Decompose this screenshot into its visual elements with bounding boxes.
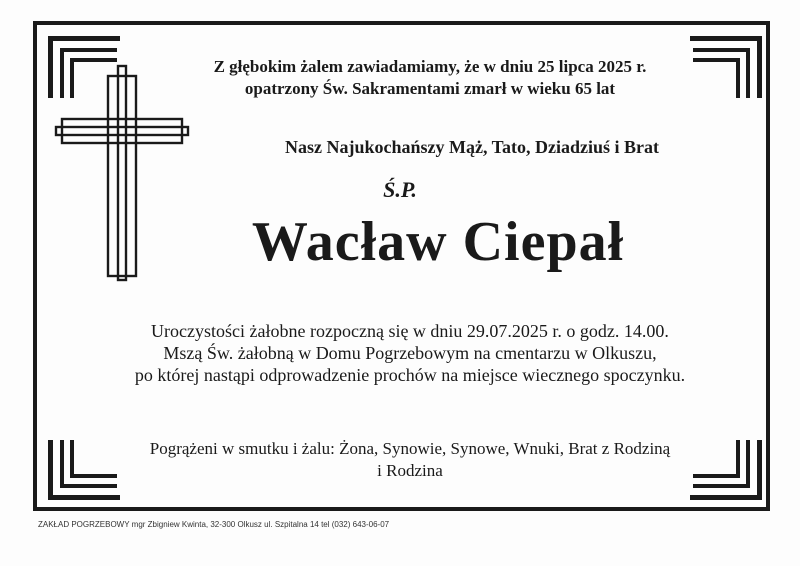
mourners-line-1: Pogrążeni w smutku i żalu: Żona, Synowie, Synowe, Wnuki, Brat z Rodziną (149, 439, 671, 458)
funeral-home-footer: ZAKŁAD POGRZEBOWY mgr Zbigniew Kwinta, 32-300 Olkusz ul. Szpitalna 14 tel (032) 643-06-07 (38, 520, 390, 529)
ceremony-line-2: Mszą Św. żałobną w Domu Pogrzebowym na cmentarzu w Olkuszu, (163, 343, 657, 363)
family-relation: Nasz Najukochańszy Mąż, Tato, Dziadziuś i Brat (284, 137, 659, 157)
mourners-line-2: i Rodzina (377, 461, 443, 480)
announcement-line-1: Z głębokim żalem zawiadamiamy, że w dniu 25 lipca 2025 r. (213, 57, 647, 76)
ceremony-info (10, 320, 800, 386)
announcement-line-2: opatrzony Św. Sakramentami zmarł w wieku 65 lat (244, 79, 616, 98)
announcement (30, 56, 800, 100)
honorific: Ś.P. (383, 177, 417, 202)
ceremony-line-3: po której nastąpi odprowadzenie prochów na miejsce wiecznego spoczynku. (134, 365, 686, 385)
ceremony-line-1: Uroczystości żałobne rozpoczną się w dniu 29.07.2025 r. o godz. 14.00. (151, 321, 669, 341)
mourners (10, 438, 800, 482)
deceased-name: Wacław Ciepał (251, 211, 625, 273)
